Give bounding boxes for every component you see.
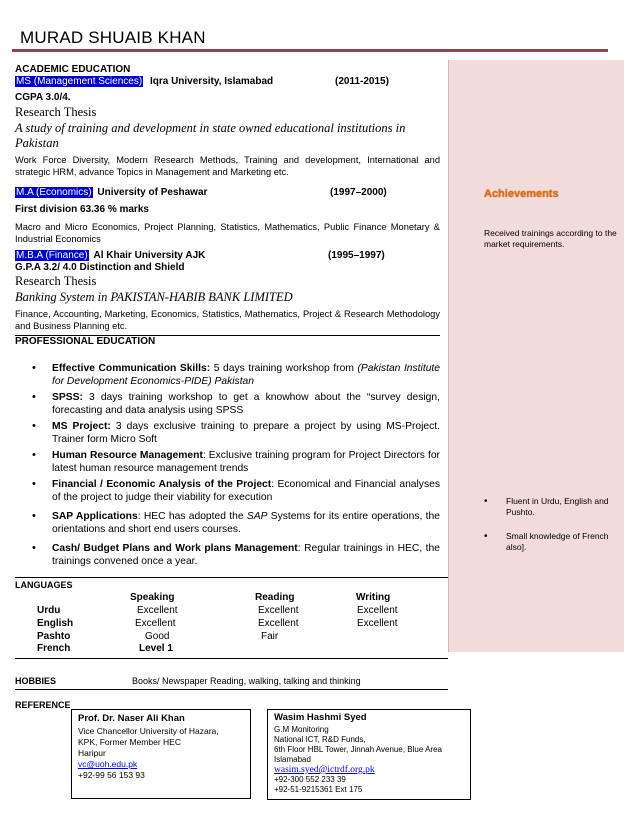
ref2-line3: 6th Floor HBL Tower, Jinnah Avenue, Blue Area <box>274 745 442 754</box>
english-writing: Excellent <box>357 618 398 629</box>
academic-section <box>15 64 440 332</box>
academic-heading: ACADEMIC EDUCATION <box>15 64 131 75</box>
hobbies-text: Books/ Newspaper Reading, walking, talking and thinking <box>132 676 361 686</box>
candidate-name: MURAD SHUAIB KHAN <box>20 28 206 47</box>
ms-university: Iqra University, Islamabad <box>149 76 274 87</box>
ms-courses: Work Force Diversity, Modern Research Methods, Training and development, International and strategic HRM, advance Topics in Management and Marketing etc. <box>15 155 440 177</box>
training-item: • Effective Communication Skills: 5 days training workshop from (Pakistan Institute for Development Economics-PIDE) Pakistan <box>15 362 440 388</box>
ref1-name: Prof. Dr. Naser Ali Khan <box>78 713 185 724</box>
training-list <box>15 362 440 568</box>
mba-result: G.P.A 3.2/ 4.0 Distinction and Shield <box>15 262 185 273</box>
mba-thesis-title: Banking System in PAKISTAN-HABIB BANK LIMITED <box>15 290 293 304</box>
urdu-reading: Excellent <box>258 605 299 616</box>
ref2-line1: G.M Monitoring <box>274 725 329 734</box>
ma-degree-row <box>15 186 440 199</box>
ma-years: (1997–2000) <box>330 187 387 198</box>
ms-cgpa: CGPA 3.0/4. <box>15 92 71 103</box>
sidebar-item-fluent: • Fluent in Urdu, English and Pushto. <box>470 496 622 518</box>
hobbies-label: HOBBIES <box>15 676 57 686</box>
reference-heading: REFERENCE <box>15 700 71 710</box>
lang-urdu: Urdu <box>37 605 61 616</box>
sidebar-item-french: • Small knowledge of French also]. <box>470 531 622 553</box>
ms-thesis-label: Research Thesis <box>15 105 97 119</box>
ms-degree: MS (Management Sciences) <box>16 76 143 87</box>
header-divider <box>12 49 608 52</box>
ref2-email-link[interactable]: wasim.syed@ictrdf.org.pk <box>274 765 375 775</box>
pashto-speaking: Good <box>145 631 170 642</box>
col-writing: Writing <box>356 592 391 603</box>
mba-degree: M.B.A (Finance) <box>16 250 88 261</box>
languages-divider <box>15 658 448 659</box>
ms-thesis-title: A study of training and development in state owned educational institutions in Pakistan <box>15 121 406 150</box>
lang-french: French <box>37 643 71 654</box>
ref1-phone: +92-99 56 153 93 <box>78 770 145 780</box>
ma-courses: Macro and Micro Economics, Project Planning, Statistics, Mathematics, Public Finance Monetary & Industrial Economics <box>15 222 440 244</box>
lang-pashto: Pashto <box>37 631 71 642</box>
ref2-name: Wasim Hashmi Syed <box>274 712 367 723</box>
ma-result: First division 63.36 % marks <box>15 204 149 215</box>
sidebar-list <box>470 496 622 566</box>
french-speaking: Level 1 <box>139 643 173 654</box>
training-item: • MS Project: 3 days exclusive training to prepare a project by using MS-Project. Trainer form Micro Soft <box>15 420 440 446</box>
ref1-line3: Haripur <box>78 748 106 758</box>
ma-university: University of Peshawar <box>97 187 208 198</box>
ms-degree-row <box>15 76 440 88</box>
training-item: • Financial / Economic Analysis of the Project: Economical and Financial analyses of the project to judge their viability for execution <box>15 478 440 504</box>
languages-heading: LANGUAGES <box>15 580 73 590</box>
training-item: • Cash/ Budget Plans and Work plans Management: Regular trainings in HEC, the trainings convened once a year. <box>15 542 440 568</box>
mba-degree-row <box>15 249 440 262</box>
ref1-email-link[interactable]: vc@uoh.edu.pk <box>78 759 138 769</box>
ma-degree: M.A (Economics) <box>16 187 92 198</box>
mba-thesis-label: Research Thesis <box>15 274 97 288</box>
achievements-text: Received trainings according to the market requirements. <box>484 228 617 249</box>
col-reading: Reading <box>255 592 295 603</box>
pashto-reading: Fair <box>261 631 279 642</box>
professional-divider <box>15 577 448 578</box>
mba-courses: Finance, Accounting, Marketing, Economics, Statistics, Mathematics, Project & Research Methodology and Business Planning etc. <box>15 309 440 331</box>
ref2-phone1: +92-300 552 233 39 <box>274 775 346 784</box>
ref1-line2: KPK, Former Member HEC <box>78 737 181 747</box>
english-reading: Excellent <box>258 618 299 629</box>
ref1-line1: Vice Chancellor University of Hazara, <box>78 726 219 736</box>
reference-card-1 <box>71 709 251 799</box>
ref2-phone2: +92-51-9215361 Ext 175 <box>274 785 363 794</box>
col-speaking: Speaking <box>130 592 175 603</box>
hobbies-divider <box>15 689 448 690</box>
urdu-writing: Excellent <box>357 605 398 616</box>
professional-section <box>15 336 440 571</box>
english-speaking: Excellent <box>135 618 176 629</box>
ms-years: (2011-2015) <box>335 76 389 87</box>
ref2-line4: Islamabad <box>274 755 311 764</box>
training-item: • SPSS: 3 days training workshop to get a knowhow about the “survey design, forecasting and data analysis using SPSS <box>15 391 440 417</box>
reference-card-2 <box>267 709 471 800</box>
mba-university: Al Khair University AJK <box>93 250 206 261</box>
ref2-line2: National ICT, R&D Funds, <box>274 735 366 744</box>
training-item: • Human Resource Management: Exclusive training program for Project Directors for latest human resource management trends <box>15 449 440 475</box>
training-item: • SAP Applications: HEC has adopted the SAP Systems for its entire operations, the orientations and short end users courses. <box>15 510 440 536</box>
professional-heading: PROFESSIONAL EDUCATION <box>15 336 156 347</box>
mba-years: (1995–1997) <box>328 250 385 261</box>
urdu-speaking: Excellent <box>137 605 178 616</box>
lang-english: English <box>37 618 74 629</box>
achievements-title: Achievements <box>484 188 559 200</box>
